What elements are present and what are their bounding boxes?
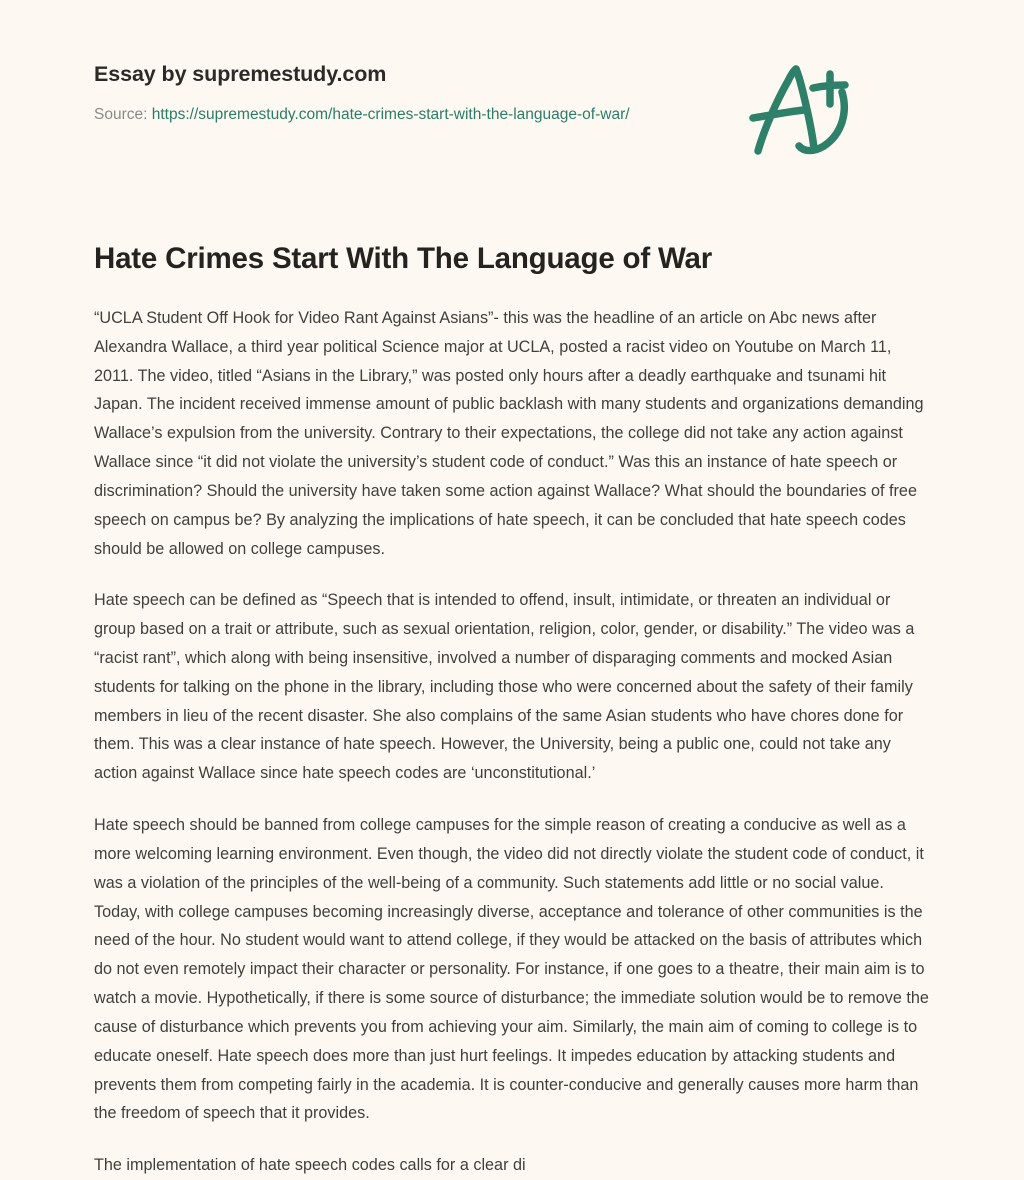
source-url-link[interactable]: https://supremestudy.com/hate-crimes-start-with-the-language-of-war/ — [151, 105, 630, 123]
paragraph: Hate speech can be defined as “Speech that is intended to offend, insult, intimidate, or threaten an individual or group based on a trait or attribute, such as sexual orientation, religion, color, gender, or disability.” The video was a “racist rant”, which along with being insensitive, involved a number of disparaging comments and mocked Asian students for talking on the phone in the library, including those who were concerned about the safety of their family members in lieu of the recent disaster. She also complains of the same Asian students who have chores done for them. This was a clear instance of hate speech. However, the University, being a public one, could not take any action against Wallace since hate speech codes are ‘unconstitutional.’ — [94, 591, 915, 783]
a-plus-logo-icon — [738, 56, 858, 166]
page-title: Hate Crimes Start With The Language of War — [94, 242, 713, 275]
document-header — [94, 0, 930, 128]
paragraph: The implementation of hate speech codes calls for a clear di — [94, 1156, 526, 1175]
article-body — [94, 278, 930, 1180]
paragraph: Hate speech should be banned from college campuses for the simple reason of creating a conducive as well as a more welcoming learning environment. Even though, the video did not directly violate the student code of conduct, it was a violation of the principles of the well-being of a community. Such statements add little or no social value. Today, with college campuses becoming increasingly diverse, acceptance and tolerance of other communities is the need of the hour. No student would want to attend college, if they would be attacked on the basis of attributes which do not even remotely impact their character or personality. For instance, if one goes to a theatre, their main aim is to watch a movie. Hypothetically, if there is some source of disturbance; the immediate solution would be to remove the cause of disturbance which prevents you from achieving your aim. Similarly, the main aim of coming to college is to educate oneself. Hate speech does more than just hurt feelings. It impedes education by attacking students and prevents them from competing fairly in the academia. It is counter-conducive and generally causes more harm than the freedom of speech that it provides. — [94, 816, 929, 1123]
byline: Essay by supremestudy.com — [94, 62, 387, 86]
source-label: Source: — [94, 105, 148, 123]
paragraph: “UCLA Student Off Hook for Video Rant Against Asians”- this was the headline of an article on Abc news after Alexandra Wallace, a third year political Science major at UCLA, posted a racist video on Youtube on March 11, 2011. The video, titled “Asians in the Library,” was posted only hours after a deadly earthquake and tsunami hit Japan. The incident received immense amount of public backlash with many students and organizations demanding Wallace’s expulsion from the university. Contrary to their expectations, the college did not take any action against Wallace since “it did not violate the university’s student code of conduct.” Was this an instance of hate speech or discrimination? Should the university have taken some action against Wallace? What should the boundaries of free speech on campus be? By analyzing the implications of hate speech, it can be concluded that hate speech codes should be allowed on college campuses. — [94, 308, 924, 558]
